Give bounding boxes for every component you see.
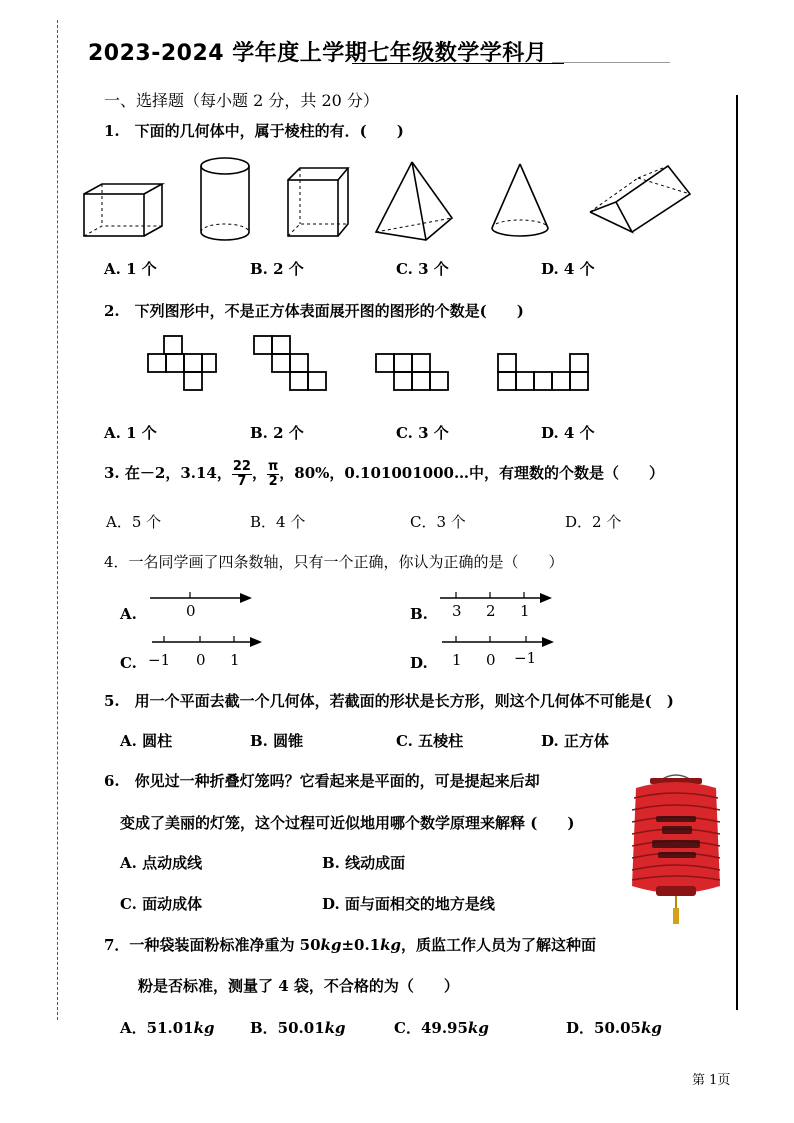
q5-option-c[interactable]: C. 五棱柱 bbox=[396, 732, 464, 750]
q2-option-b[interactable]: B. 2 个 bbox=[250, 424, 304, 442]
square-prism-shape bbox=[288, 168, 348, 236]
pyramid-shape bbox=[376, 162, 452, 240]
q4-option-c-label[interactable]: C. bbox=[120, 654, 137, 672]
q3-option-b[interactable]: B．4 个 bbox=[250, 513, 306, 531]
q3-prefix: 3. 在－2，3.14， bbox=[104, 464, 232, 482]
q4-option-a-label[interactable]: A. bbox=[120, 605, 137, 623]
q6-option-a[interactable]: A. 点动成线 bbox=[120, 854, 203, 872]
q6-option-c[interactable]: C. 面动成体 bbox=[120, 895, 203, 913]
page-number: 第 1页 bbox=[692, 1073, 731, 1088]
q3-stem bbox=[104, 458, 664, 489]
paper-lantern-image bbox=[628, 768, 724, 932]
frac1-numerator: 22 bbox=[232, 458, 251, 474]
q4-c-tick-1: 1 bbox=[230, 651, 240, 669]
q1-option-d[interactable]: D. 4 个 bbox=[541, 260, 595, 278]
q4-d-tick-neg1: −1 bbox=[514, 649, 537, 667]
q3-option-d[interactable]: D．2 个 bbox=[565, 513, 622, 531]
q3-option-c[interactable]: C．3 个 bbox=[410, 513, 466, 531]
q6-stem-line1: 6. 你见过一种折叠灯笼吗？它看起来是平面的，可是提起来后却 bbox=[104, 772, 540, 790]
q4-c-tick-0: 0 bbox=[196, 651, 206, 669]
q4-c-tick-neg1: −1 bbox=[148, 651, 171, 669]
q1-option-a[interactable]: A. 1 个 bbox=[104, 260, 157, 278]
q7-a-value: A．51.01 bbox=[120, 1019, 194, 1037]
net-a bbox=[148, 336, 216, 390]
q7-a-unit: kg bbox=[193, 1019, 215, 1037]
net-c bbox=[376, 354, 448, 390]
q4-number-line-a bbox=[146, 588, 256, 622]
q7-stem-line1 bbox=[104, 934, 596, 955]
q3-option-a[interactable]: A．5 个 bbox=[106, 513, 162, 531]
q7-option-b[interactable] bbox=[250, 1017, 346, 1038]
q4-d-tick-0: 0 bbox=[486, 651, 496, 669]
q7-b-unit: kg bbox=[324, 1019, 346, 1037]
q2-option-d[interactable]: D. 4 个 bbox=[541, 424, 595, 442]
q1-solids-figure bbox=[80, 152, 700, 244]
q6-option-b[interactable]: B. 线动成面 bbox=[322, 854, 406, 872]
frac1-denominator: 7 bbox=[237, 473, 247, 489]
q7-d-value: D．50.05 bbox=[566, 1019, 641, 1037]
net-d bbox=[498, 354, 588, 390]
q2-nets-figure bbox=[146, 334, 596, 394]
q4-option-b-label[interactable]: B. bbox=[410, 605, 428, 623]
q7-unit-1: kg bbox=[320, 936, 342, 954]
q5-stem: 5. 用一个平面去截一个几何体，若截面的形状是长方形，则这个几何体不可能是( ) bbox=[104, 692, 674, 710]
q3-fraction-22-7 bbox=[232, 460, 252, 489]
q1-option-b[interactable]: B. 2 个 bbox=[250, 260, 304, 278]
q7-c-unit: kg bbox=[467, 1019, 489, 1037]
title-blank-line bbox=[552, 62, 670, 63]
q3-fraction-pi-2 bbox=[267, 460, 279, 489]
q4-a-tick-0: 0 bbox=[186, 602, 196, 620]
q2-option-c[interactable]: C. 3 个 bbox=[396, 424, 449, 442]
q7-text-b: ±0.1 bbox=[341, 936, 381, 954]
q3-suffix: ，80%，0.101001000…中，有理数的个数是（ ） bbox=[279, 464, 664, 482]
q5-option-b[interactable]: B. 圆锥 bbox=[250, 732, 304, 750]
q6-stem-line2: 变成了美丽的灯笼，这个过程可近似地用哪个数学原理来解释 ( ) bbox=[120, 814, 575, 832]
q7-text-c: ，质监工作人员为了解这种面 bbox=[401, 936, 597, 954]
q4-stem: 4．一名同学画了四条数轴，只有一个正确，你认为正确的是（ ） bbox=[104, 553, 564, 571]
right-margin-line bbox=[736, 95, 738, 1010]
cylinder-shape bbox=[201, 158, 249, 240]
q2-option-a[interactable]: A. 1 个 bbox=[104, 424, 157, 442]
section-heading: 一、选择题（每小题 2 分，共 20 分） bbox=[104, 91, 379, 110]
q7-b-value: B．50.01 bbox=[250, 1019, 325, 1037]
q7-unit-2: kg bbox=[380, 936, 401, 954]
q7-d-unit: kg bbox=[640, 1019, 662, 1037]
frac2-numerator: π bbox=[267, 458, 279, 474]
q4-b-tick-2: 2 bbox=[486, 602, 496, 620]
q6-option-d[interactable]: D. 面与面相交的地方是线 bbox=[322, 895, 495, 913]
frac2-denominator: 2 bbox=[268, 473, 278, 489]
q5-option-a[interactable]: A. 圆柱 bbox=[120, 732, 173, 750]
q7-option-a[interactable] bbox=[120, 1017, 215, 1038]
q1-stem: 1. 下面的几何体中，属于棱柱的有．( ) bbox=[104, 122, 404, 140]
net-b bbox=[254, 336, 326, 390]
page-title: 2023-2024 学年度上学期七年级数学学科月 bbox=[88, 41, 548, 66]
q7-text-a: 7．一种袋装面粉标准净重为 50 bbox=[104, 936, 321, 954]
q7-option-d[interactable] bbox=[566, 1017, 662, 1038]
q4-d-tick-1: 1 bbox=[452, 651, 462, 669]
triangular-prism-shape bbox=[590, 166, 690, 232]
q7-c-value: C．49.95 bbox=[394, 1019, 468, 1037]
q5-option-d[interactable]: D. 正方体 bbox=[541, 732, 609, 750]
q4-b-tick-3: 3 bbox=[452, 602, 462, 620]
q7-option-c[interactable] bbox=[394, 1017, 489, 1038]
cone-shape bbox=[492, 164, 548, 236]
q2-stem: 2. 下列图形中，不是正方体表面展开图的图形的个数是( ) bbox=[104, 302, 524, 320]
q3-sep: ， bbox=[251, 464, 267, 482]
q4-b-tick-1: 1 bbox=[520, 602, 530, 620]
title-underline bbox=[352, 63, 564, 64]
binding-dashed-line bbox=[57, 20, 58, 1020]
q7-stem-line2: 粉是否标准，测量了 4 袋，不合格的为（ ） bbox=[138, 977, 459, 995]
cuboid-shape bbox=[84, 184, 162, 236]
q1-option-c[interactable]: C. 3 个 bbox=[396, 260, 449, 278]
q4-option-d-label[interactable]: D. bbox=[410, 654, 428, 672]
